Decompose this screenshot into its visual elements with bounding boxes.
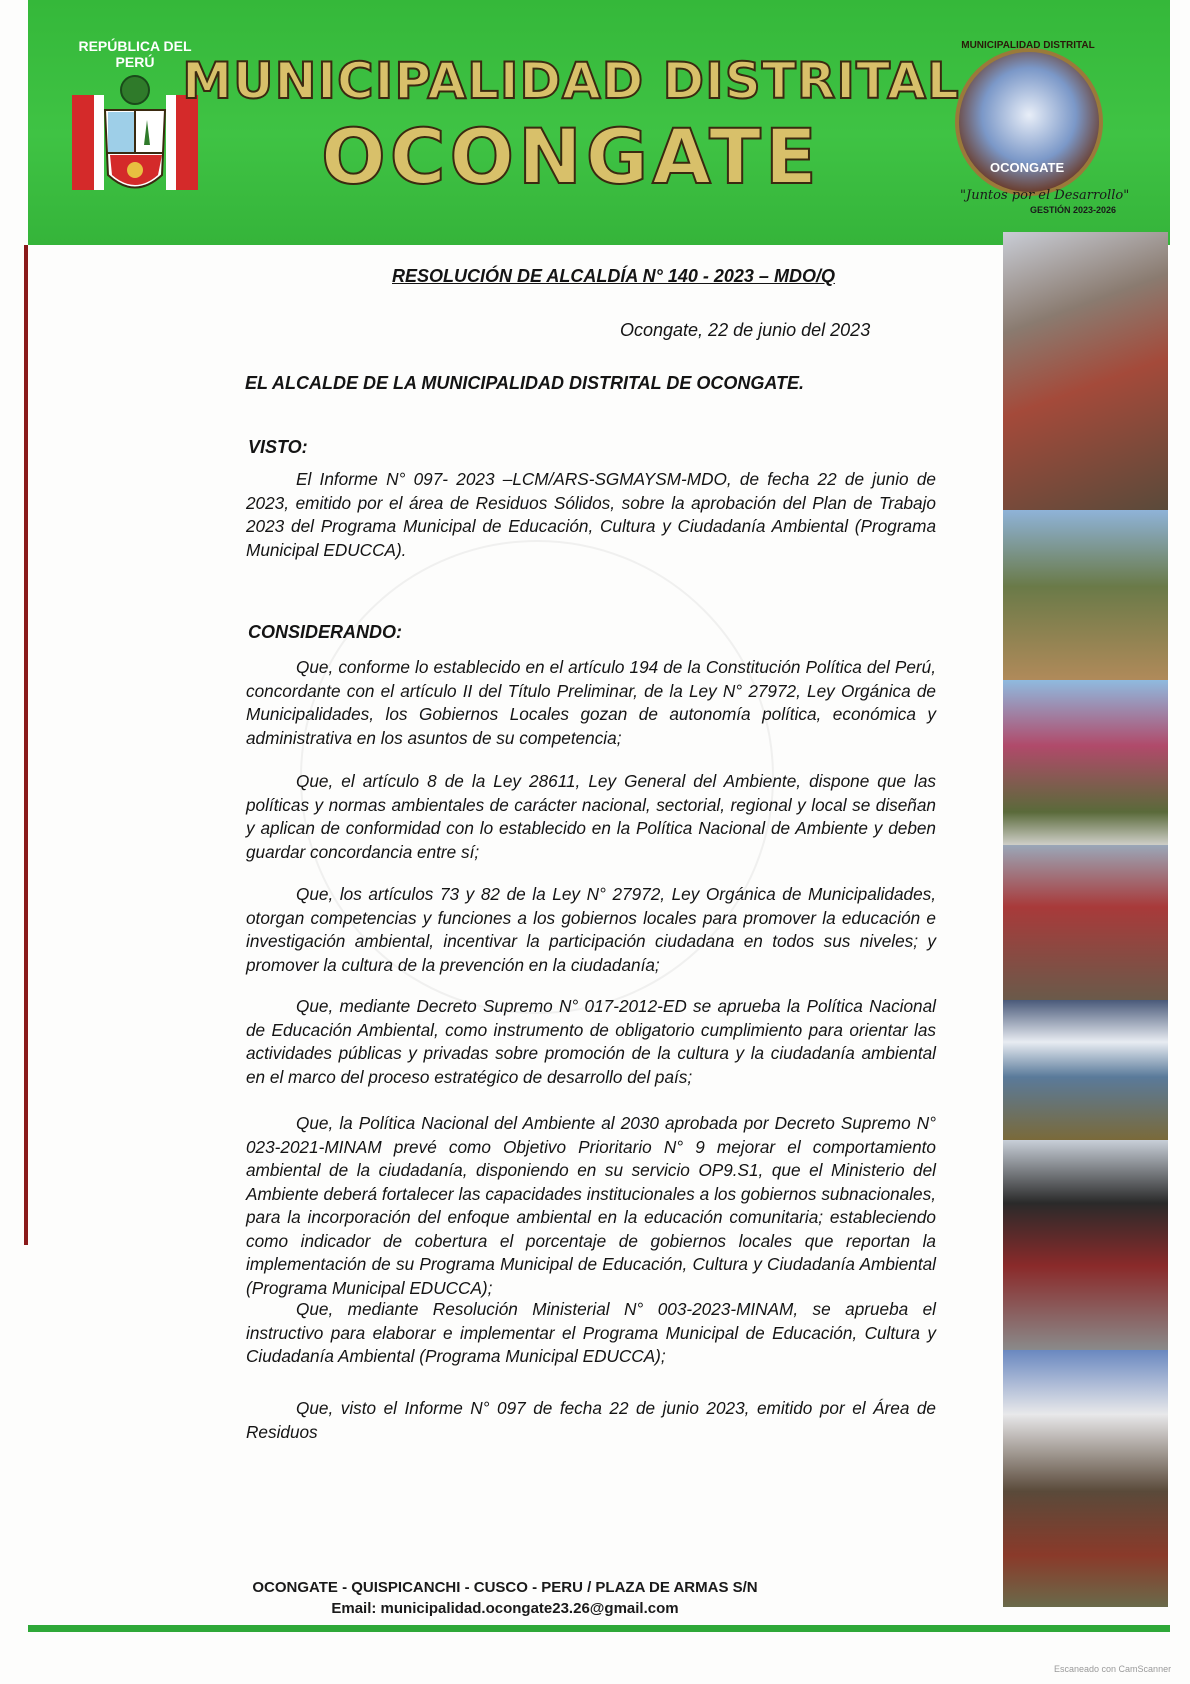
considerando-paragraph: Que, mediante Decreto Supremo N° 017-2012-ED se aprueba la Política Nacional de Educación Ambiental, como instrumento de obligatorio cumplimiento para orientar las actividades públicas y privadas sobre promoción de la cultura y la ciudadanía ambiental en el marco del proceso estratégico de desarrollo del país; [246, 996, 936, 1087]
considerando-paragraph: Que, la Política Nacional del Ambiente al 2030 aprobada por Decreto Supremo N° 023-2021-MINAM prevé como Objetivo Prioritario N° 9 mejorar el comportamiento ambiental de la ciudadanía, disponiendo en su servicio OP9.S1, que el Ministerio del Ambiente deberá fortalecer las capacidades institucionales a los gobiernos subnacionales, para la incorporación del enfoque ambiental en la educación comunitaria; estableciendo como indicador de cobertura el porcentaje de gobiernos locales que reportan la implementación de su Programa Municipal de Educación, Cultura y Ciudadanía Ambiental (Programa Municipal EDUCCA); [246, 1113, 936, 1298]
scanner-mark: Escaneado con CamScanner [1054, 1664, 1172, 1674]
page-left-edge [24, 245, 28, 1245]
considerando-paragraph: Que, los artículos 73 y 82 de la Ley N° 27972, Ley Orgánica de Municipalidades, otorgan competencias y funciones a los gobiernos locales para promover la educación e investigación ambiental, incentivar la participación ciudadana en todos sus niveles; y promover la cultura de la prevención en la ciudadanía; [246, 884, 936, 975]
banner-title-line2: OCONGATE [321, 112, 821, 201]
issuer-heading: EL ALCALDE DE LA MUNICIPALIDAD DISTRITAL DE OCONGATE. [245, 373, 804, 393]
crest-label: REPÚBLICA DEL PERÚ [78, 38, 192, 70]
photo-dancers-pair [1003, 680, 1168, 845]
photo-ritual [1003, 510, 1168, 680]
considerando-paragraph: Que, el artículo 8 de la Ley 28611, Ley General del Ambiente, dispone que las políticas y normas ambientales de carácter nacional, sectorial, regional y local se diseñan y aplican de conformidad con lo establecido en la Política Nacional de Ambiente y deben guardar concordancia entre sí; [246, 771, 936, 862]
footer-bar [28, 1625, 1170, 1632]
footer-address: OCONGATE - QUISPICANCHI - CUSCO - PERU / PLAZA DE ARMAS S/N [252, 1579, 758, 1596]
considerando-paragraph: Que, visto el Informe N° 097 de fecha 22 de junio 2023, emitido por el Área de Residuos [246, 1398, 936, 1442]
footer-email: Email: municipalidad.ocongate23.26@gmail.com [331, 1600, 679, 1617]
considerando-heading: CONSIDERANDO: [248, 622, 403, 642]
seal-top-text: MUNICIPALIDAD DISTRITAL [961, 40, 1095, 51]
considerando-paragraph: Que, mediante Resolución Ministerial N° 003-2023-MINAM, se aprueba el instructivo para elaborar e implementar el Programa Municipal de Educación, Cultura y Ciudadanía Ambiental (Programa Municipal EDUCCA); [246, 1299, 936, 1366]
photo-dancer [1003, 232, 1168, 510]
banner-title-line1: MUNICIPALIDAD DISTRITAL [182, 52, 960, 110]
visto-heading: VISTO: [248, 437, 308, 457]
photo-mountain-lake [1003, 1000, 1168, 1140]
resolution-title: RESOLUCIÓN DE ALCALDÍA N° 140 - 2023 – MDO/Q [392, 266, 835, 286]
visto-paragraph: El Informe N° 097- 2023 –LCM/ARS-SGMAYSM-MDO, de fecha 22 de junio de 2023, emitido por el área de Residuos Sólidos, sobre la aprobación del Plan de Trabajo 2023 del Programa Municipal de Educación, Cultura y Ciudadanía Ambiental (Programa Municipal EDUCCA). [246, 469, 936, 560]
photo-livestock [1003, 1350, 1168, 1607]
photo-strip [1003, 232, 1168, 1607]
gestion-label: GESTIÓN 2023-2026 [1030, 205, 1117, 215]
considerando-paragraph: Que, conforme lo establecido en el artículo 194 de la Constitución Política del Perú, concordante con el artículo II del Título Preliminar, de la Ley N° 27972, Ley Orgánica de Municipalidades, los Gobiernos Locales gozan de autonomía política, económica y administrativa en los asuntos de su competencia; [246, 657, 936, 748]
motto: "Juntos por el Desarrollo" [960, 188, 1130, 203]
photo-masked-dancer [1003, 1140, 1168, 1350]
date-line: Ocongate, 22 de junio del 2023 [620, 320, 871, 340]
seal-name: OCONGATE [990, 160, 1065, 175]
photo-festival-crowd [1003, 845, 1168, 1000]
